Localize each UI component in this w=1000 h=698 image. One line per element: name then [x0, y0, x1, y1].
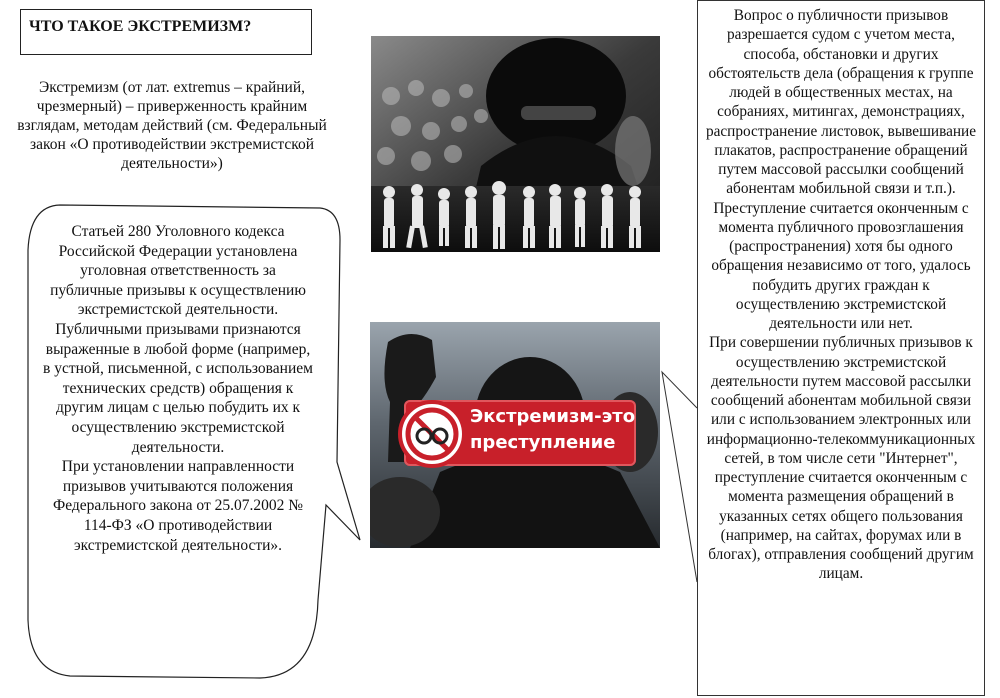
banner-line-2: преступление [470, 432, 616, 453]
definition-text: Экстремизм (от лат. extremus – крайний, чрезмерный) – приверженность крайним взглядам, методам действий (см. Федеральный закон «О противодействии экстремистской деятельности») [17, 79, 327, 172]
left-paragraph-2: Публичными призывами признаются выраженные в любой форме (например, в устной, письменной, с использованием технических средств) обращения к другим лицам с целью побудить их к осуществлению экстремистской деятельности. [43, 320, 313, 456]
right-paragraph-2: Преступление считается оконченным с момента публичного провозглашения (распространения) хотя бы одного обращения независимо от того, удалось побудить других граждан к осуществлению экстремистской деятельности или нет. [711, 199, 971, 332]
masked-man-image [371, 36, 660, 252]
handcuffs-icon [398, 400, 466, 468]
left-paragraph-1: Статьей 280 Уголовного кодекса Российской Федерации установлена уголовная ответственность за публичные призывы к осуществлению экстремистской деятельности. [50, 223, 306, 319]
left-bubble-text [42, 222, 314, 555]
page-title: ЧТО ТАКОЕ ЭКСТРЕМИЗМ? [20, 9, 312, 55]
protest-banner-image [370, 322, 660, 548]
left-paragraph-3: При установлении направленности призывов учитываются положения Федерального закона от 25.07.2002 № 114-ФЗ «О противодействии экстремистской деятельности». [52, 458, 304, 554]
right-paragraph-3: При совершении публичных призывов к осуществлению экстремистской деятельности путем массовой рассылки сообщений абонентам мобильной связи или с использованием электронных или информационно-телекоммуникационных сетей, в том числе сети "Интернет", преступление считается оконченным с момента размещения обращений в указанных сетях общего пользования (например, на сайтах, форумах или в блогах), отправления сообщений другим лицам. [706, 334, 976, 583]
right-paragraph-1: Вопрос о публичности призывов разрешается судом с учетом места, способа, обстановки и других обстоятельств дела (обращения к группе людей в общественных местах, на собраниях, митингах, демонстрациях, распространение листовок, вывешивание плакатов, распространение обращений путем массовой рассылки сообщений абонентам мобильной связи и т.п.). [705, 7, 977, 198]
banner-line-1: Экстремизм-это [470, 406, 636, 427]
right-box-text [702, 6, 980, 584]
